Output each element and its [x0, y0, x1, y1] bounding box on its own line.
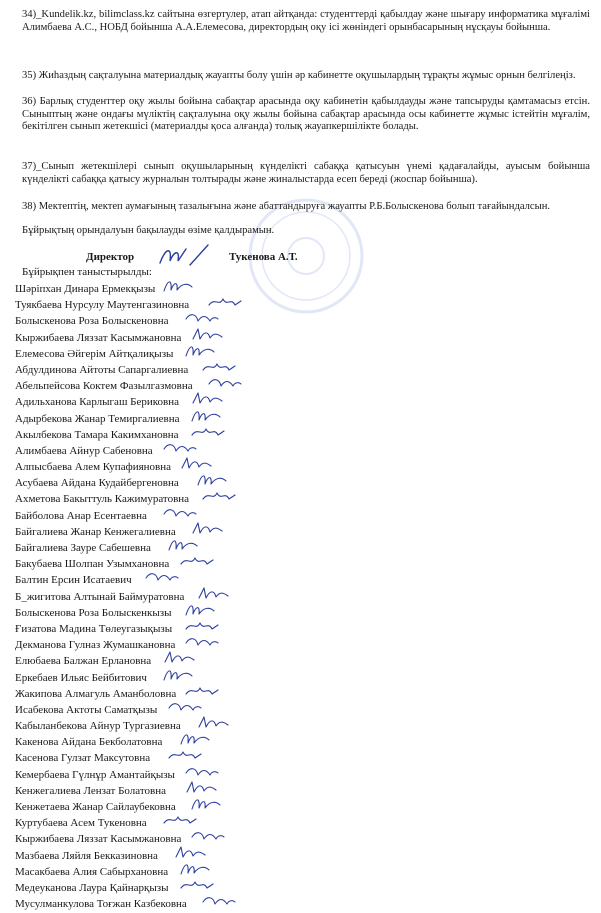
staff-name: Кемербаева Гүлнұр Амантайқызы: [15, 768, 175, 781]
order-item-35: 35) Жиһаздың сақталуына материалдық жауапты болу үшін әр кабинетте оқушылардың тұрақты жұмыс орнын белгілеңіз.: [22, 70, 576, 81]
order-item-37: 37)_Сынып жетекшілері сынып оқушыларының күнделікті сабаққа қатысуын үнемі қадағалайды, ауысым бойынша күнделікті сабаққа қатысу журналын толтырады және жиналыстарда есеп береді (жоспар бойынша).: [22, 161, 590, 185]
staff-name: Ахметова Бакыттуль Кажимуратовна: [15, 493, 190, 506]
staff-name: Еркебаев Ильяс Бейбитович: [15, 671, 147, 684]
acknowledged-label: Бұйрықпен таныстырылды:: [22, 266, 152, 278]
staff-name: Масакбаева Алия Сабырхановна: [15, 865, 169, 878]
staff-name: Ғизатова Мадина Төлеугазықызы: [15, 622, 173, 635]
staff-name: Бакубаева Шолпан Узымхановна: [15, 558, 170, 571]
staff-name: Жакипова Алмагуль Аманболовна: [15, 687, 177, 700]
staff-row: [0, 622, 601, 638]
staff-name: Декманова Гулназ Жумашкановна: [15, 639, 176, 652]
staff-name: Б_жигитова Алтынай Баймуратовна: [15, 590, 185, 603]
order-item-38: 38) Мектептің, мектеп аумағының тазалығына және абаттандыруға жауапты Р.Б.Болыскенова болып тағайындалсын.: [22, 201, 551, 212]
staff-row: [0, 298, 601, 314]
staff-row: [0, 444, 601, 460]
staff-row: [0, 865, 601, 881]
staff-row: [0, 379, 601, 395]
staff-row: [0, 331, 601, 347]
handwritten-signature-icon: [201, 892, 241, 912]
staff-row: [0, 460, 601, 476]
staff-row: [0, 347, 601, 363]
staff-name: Кыржибаева Ляззат Касымжановна: [15, 331, 182, 344]
staff-row: [0, 492, 601, 508]
handwritten-signature-icon: [179, 552, 219, 572]
staff-name: Акылбекова Тамара Какимхановна: [15, 428, 179, 441]
staff-row: [0, 881, 601, 897]
staff-row: [0, 541, 601, 557]
staff-name: Болыскенова Роза Болыскенкызы: [15, 606, 172, 619]
handwritten-signature-icon: [162, 277, 202, 297]
staff-row: [0, 751, 601, 767]
staff-row: [0, 800, 601, 816]
staff-name: Исабекова Актоты Саматқызы: [15, 703, 158, 716]
staff-name: Алимбаева Айнур Сабеновна: [15, 444, 153, 457]
staff-row: [0, 363, 601, 379]
staff-row: [0, 395, 601, 411]
staff-name: Абельпейсова Коктем Фазылгазмовна: [15, 380, 193, 393]
staff-row: [0, 671, 601, 687]
director-label: Директор: [86, 251, 135, 263]
staff-name: Байгалиева Зауре Сабешевна: [15, 542, 151, 554]
order-item-34: 34)_Kundelik.kz, bilimclass.kz сайтына өзгертулер, атап айтқанда: студенттерді қабылдау және шығару информатика мұғалімі Алимбаева А.С., НОБД бойынша А.А.Елемесова, директордың оқу ісі жөніндегі орынбасарының нұсқауы бойынша.: [22, 9, 590, 33]
staff-row: [0, 606, 601, 622]
staff-name: Елюбаева Балжан Ерлановна: [15, 655, 152, 668]
staff-name: Медеуканова Лаура Қайнарқызы: [15, 881, 169, 894]
staff-row: [0, 816, 601, 832]
staff-name: Адильханова Карлыгаш Бериковна: [15, 396, 179, 409]
staff-row: [0, 654, 601, 670]
staff-row: [0, 703, 601, 719]
staff-name: Туякбаева Нурсулу Маутенгазиновна: [15, 299, 190, 312]
staff-list: [0, 282, 601, 913]
staff-row: [0, 735, 601, 751]
staff-row: [0, 314, 601, 330]
staff-row: [0, 590, 601, 606]
staff-row: [0, 476, 601, 492]
director-signature-block: [0, 251, 601, 267]
staff-name: Адырбекова Жанар Темиргалиевна: [15, 412, 180, 425]
staff-row: [0, 784, 601, 800]
staff-name: Кабыланбекова Айнур Тургазиевна: [15, 720, 181, 733]
staff-name: Куртубаева Асем Тукеновна: [15, 817, 147, 830]
handwritten-signature-icon: [201, 487, 241, 507]
staff-name: Алпысбаева Алем Купафияновна: [15, 461, 171, 474]
director-name: Тукенова А.Т.: [229, 251, 298, 263]
order-item-36: 36) Барлық студенттер оқу жылы бойына сабақтар арасында оқу кабинетін қабылдауды және тапсыруды қамтамасыз етсін. Сыныптың және ондағы мүліктің сақталуына оқу жылы бойына сабақтар арасында осы кабинетте жұмыс істейтін мұғалім, бекітілген сынып жетекшісі (материалды қоса алғанда) толық жауапкершілікте болады.: [22, 96, 590, 133]
staff-row: [0, 573, 601, 589]
staff-name: Абдулдинова Айтоты Сапаргалиевна: [15, 363, 189, 376]
staff-name: Кенжегалиева Лензат Болатовна: [15, 784, 166, 797]
staff-name: Елемесова Әйгерім Айтқалиқызы: [15, 347, 174, 360]
staff-row: [0, 832, 601, 848]
handwritten-signature-icon: [144, 568, 184, 588]
staff-name: Болыскенова Роза Болыскеновна: [15, 315, 169, 328]
staff-row: [0, 897, 601, 913]
closing-statement: Бұйрықтың орындалуын бақылауды өзіме қалдырамын.: [22, 225, 275, 236]
staff-row: [0, 428, 601, 444]
staff-name: Мусулманкулова Тоғжан Казбековна: [15, 898, 187, 911]
staff-row: [0, 509, 601, 525]
staff-row: [0, 638, 601, 654]
staff-name: Асубаева Айдана Кудайбергеновна: [15, 477, 179, 490]
staff-name: Балтин Ерсин Исатаевич: [15, 574, 132, 587]
staff-name: Мазбаева Ляйля Бекказиновна: [15, 849, 158, 862]
staff-row: [0, 412, 601, 428]
director-signature-icon: [156, 243, 216, 269]
staff-name: Кенжетаева Жанар Сайлаубековна: [15, 801, 176, 813]
staff-row: [0, 525, 601, 541]
staff-name: Байгалиева Жанар Кенжегалиевна: [15, 525, 176, 538]
staff-row: [0, 282, 601, 298]
staff-name: Кыржибаева Ляззат Касымжановна: [15, 833, 182, 846]
staff-row: [0, 768, 601, 784]
staff-row: [0, 557, 601, 573]
staff-name: Байболова Анар Есентаевна: [15, 509, 147, 522]
staff-name: Какенова Айдана Бекболатовна: [15, 736, 163, 749]
staff-row: [0, 687, 601, 703]
staff-name: Шәріпхан Динара Ермекқызы: [15, 283, 156, 295]
staff-row: [0, 719, 601, 735]
staff-name: Касенова Гулзат Максутовна: [15, 752, 151, 765]
staff-row: [0, 849, 601, 865]
